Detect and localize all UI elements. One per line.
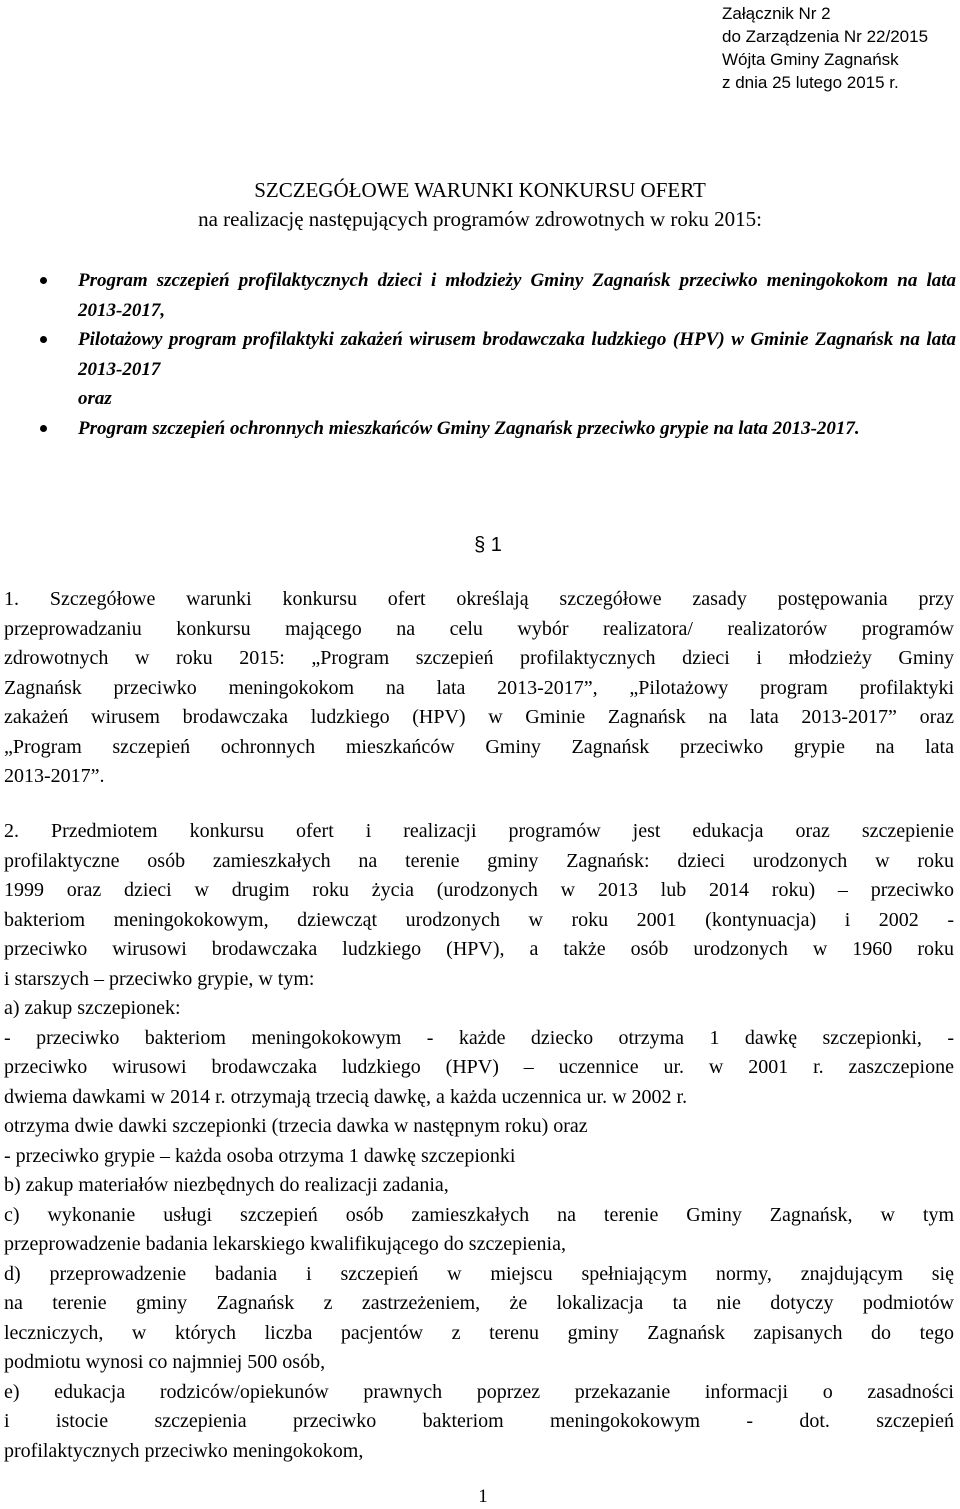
- list-separator: oraz: [78, 388, 112, 409]
- text-line: - przeciwko grypie – każda osoba otrzyma 1 dawkę szczepionki: [4, 1144, 516, 1167]
- text-line: dwiema dawkami w 2014 r. otrzymają trzecią dawkę, a każda uczennica ur. w 2002 r.: [4, 1085, 688, 1108]
- bullet-icon: [40, 277, 47, 284]
- program-meningococcal: Program szczepień profilaktycznych dzieci i młodzieży Gminy Zagnańsk przeciwko meningokokom na lata 2013-2017,: [78, 270, 956, 321]
- text-line: i starszych – przeciwko grypie, w tym:: [4, 967, 315, 990]
- text-line: c) wykonanie usługi szczepień osób zamieszkałych na terenie Gminy Zagnańsk, w tym: [4, 1203, 954, 1226]
- text-line: d) przeprowadzenie badania i szczepień w miejscu spełniającym normy, znajdującym się: [4, 1262, 954, 1285]
- text-line: przeprowadzaniu konkursu mającego na celu wybór realizatora/ realizatorów programów: [4, 617, 954, 640]
- text-line: „Program szczepień ochronnych mieszkańców Gminy Zagnańsk przeciwko grypie na lata: [4, 735, 954, 758]
- text-line: podmiotu wynosi co najmniej 500 osób,: [4, 1351, 326, 1373]
- paragraph-1: [4, 585, 954, 792]
- text-line: - przeciwko bakteriom meningokokowym - każde dziecko otrzyma 1 dawkę szczepionki, -: [4, 1026, 954, 1049]
- text-line: 1. Szczegółowe warunki konkursu ofert określają szczegółowe zasady postępowania przy: [4, 588, 954, 610]
- issue-date: z dnia 25 lutego 2015 r.: [722, 73, 899, 92]
- section-heading: § 1: [474, 534, 502, 556]
- text-line: 2013-2017”.: [4, 765, 105, 787]
- text-line: przeciwko wirusowi brodawczaka ludzkiego (HPV), a także osób urodzonych w 1960 roku: [4, 938, 954, 960]
- text-line: otrzyma dwie dawki szczepionki (trzecia dawka w następnym roku) oraz: [4, 1115, 588, 1137]
- list-item: [36, 325, 956, 384]
- ordinance-reference: do Zarządzenia Nr 22/2015: [722, 27, 929, 46]
- text-line: przeprowadzenie badania lekarskiego kwalifikującego do szczepienia,: [4, 1233, 566, 1255]
- bullet-icon: [40, 425, 47, 432]
- text-line: e) edukacja rodziców/opiekunów prawnych poprzez przekazanie informacji o zasadności: [4, 1380, 954, 1403]
- document-title: [0, 176, 960, 234]
- text-line: bakteriom meningokokowym, dziewcząt urodzonych w roku 2001 (kontynuacja) i 2002 -: [4, 908, 954, 931]
- text-line: leczniczych, w których liczba pacjentów z terenu gminy Zagnańsk zapisanych do tego: [4, 1321, 954, 1344]
- program-hpv: Pilotażowy program profilaktyki zakażeń wirusem brodawczaka ludzkiego (HPV) w Gminie Zagnańsk na lata 2013-2017: [78, 329, 956, 380]
- text-line: przeciwko wirusowi brodawczaka ludzkiego (HPV) – uczennice ur. w 2001 r. zaszczepione: [4, 1056, 954, 1078]
- text-line: a) zakup szczepionek:: [4, 997, 181, 1019]
- list-item: [36, 266, 956, 325]
- text-line: zdrowotnych w roku 2015: „Program szczepień profilaktycznych dzieci i młodzieży Gminy: [4, 647, 954, 669]
- program-influenza: Program szczepień ochronnych mieszkańców Gminy Zagnańsk przeciwko grypie na lata 2013-2017.: [78, 417, 860, 439]
- title-main: SZCZEGÓŁOWE WARUNKI KONKURSU OFERT: [254, 178, 706, 202]
- text-line: zakażeń wirusem brodawczaka ludzkiego (HPV) w Gminie Zagnańsk na lata 2013-2017” oraz: [4, 706, 954, 728]
- attachment-number: Załącznik Nr 2: [722, 4, 831, 23]
- text-line: profilaktyczne osób zamieszkałych na terenie gminy Zagnańsk: dzieci urodzonych w roku: [4, 849, 954, 872]
- page-number: 1: [478, 1486, 488, 1507]
- text-line: profilaktycznych przeciwko meningokokom,: [4, 1439, 364, 1462]
- text-line: b) zakup materiałów niezbędnych do realizacji zadania,: [4, 1174, 449, 1196]
- text-line: na terenie gminy Zagnańsk z zastrzeżeniem, że lokalizacja ta nie dotyczy podmiotów: [4, 1292, 954, 1314]
- text-line: Zagnańsk przeciwko meningokokom na lata 2013-2017”, „Pilotażowy program profilaktyki: [4, 676, 954, 699]
- program-list: [36, 266, 956, 443]
- list-item: [36, 414, 956, 444]
- paragraph-2: [4, 817, 954, 1466]
- bullet-icon: [40, 336, 47, 343]
- text-line: 1999 oraz dzieci w drugim roku życia (urodzonych w 2013 lub 2014 roku) – przeciwko: [4, 879, 954, 901]
- attachment-header: [722, 2, 954, 94]
- issuer: Wójta Gminy Zagnańsk: [722, 50, 899, 69]
- text-line: 2. Przedmiotem konkursu ofert i realizacji programów jest edukacja oraz szczepienie: [4, 820, 954, 842]
- title-subtitle: na realizację następujących programów zdrowotnych w roku 2015:: [198, 207, 762, 231]
- text-line: i istocie szczepienia przeciwko bakteriom meningokokowym - dot. szczepień: [4, 1410, 954, 1432]
